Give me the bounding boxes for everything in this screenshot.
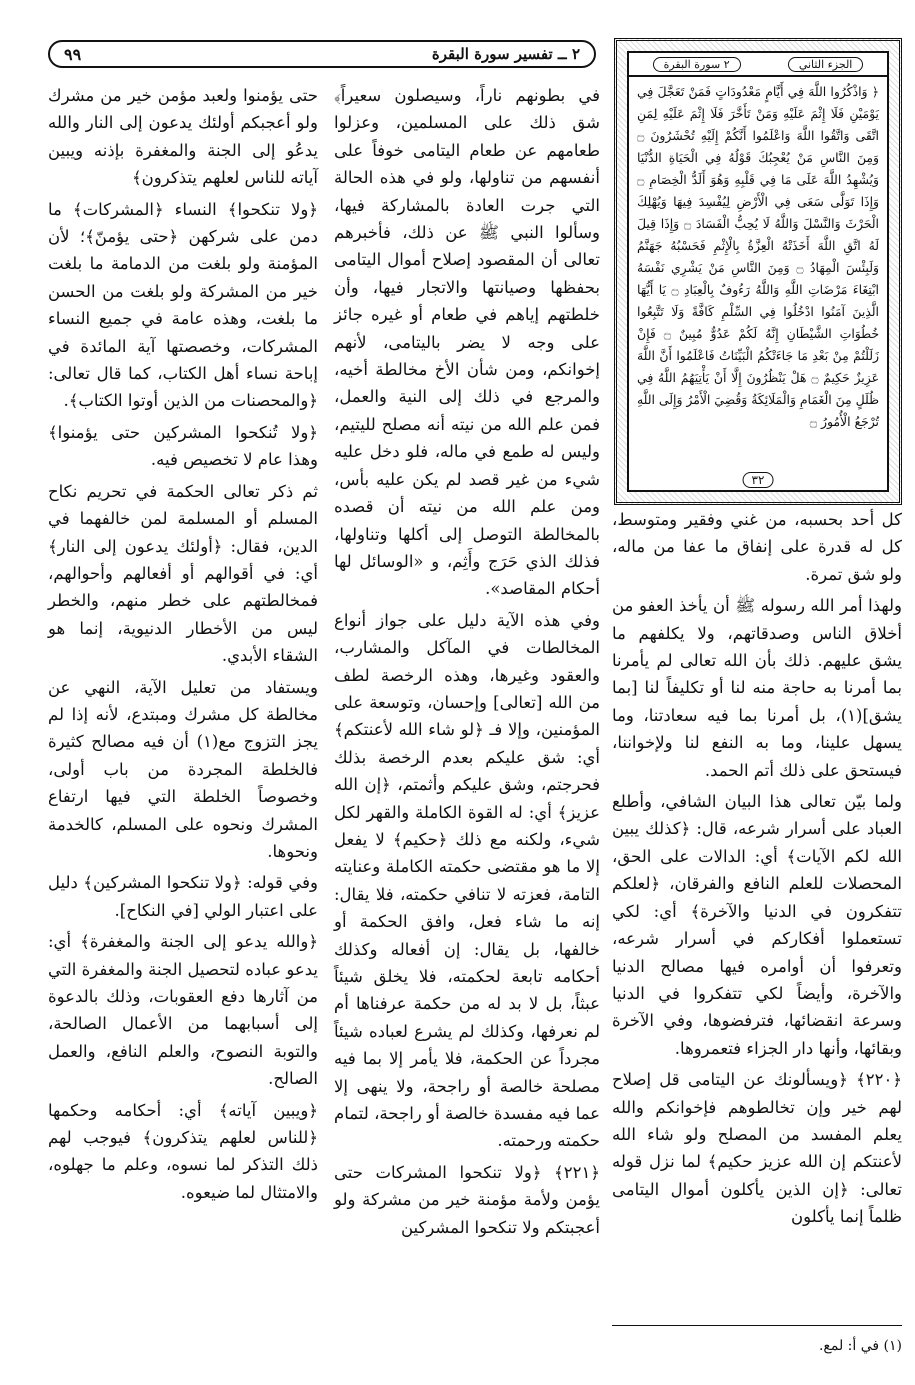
page-number: ٩٩ [64, 44, 82, 64]
quran-frame [614, 38, 902, 505]
footnote: (١) في أ: لمع. [818, 1338, 902, 1354]
running-header [48, 40, 596, 68]
juz-label: الجزء الثاني [788, 57, 864, 72]
surah-label: ٢ سورة البقرة [653, 57, 741, 72]
paragraph: ثم ذكر تعالى الحكمة في تحريم نكاح المسلم أو المسلمة لمن خالفهما في الدين، فقال: ﴿أولئك يدعون إلى النار﴾ أي: في أقوالهم أو أفعالهم وأحوالهم، فمخالطتهم على خطر منهم، والخطر ليس من الأخطار الدنيوية، إنما هو الشقاء الأبدي. [48, 481, 318, 666]
footnote-divider [612, 1325, 902, 1326]
paragraph: ﴿ولا تنكحوا﴾ النساء ﴿المشركات﴾ ما دمن على شركهن ﴿حتى يؤمنّ﴾؛ لأن المؤمنة ولو بلغت من الدمامة ما بلغت خير من المشركة ولو بلغت من الحسن ما بلغت، وهذه عامة في جميع النساء المشركات، وخصصتها آية المائدة في إباحة نساء أهل الكتاب، كما قال تعالى: ﴿والمحصنات من الذين أوتوا الكتاب﴾. [48, 199, 318, 411]
left-column [48, 82, 318, 1210]
paragraph: حتى يؤمنوا ولعبد مؤمن خير من مشرك ولو أعجبكم أولئك يدعون إلى النار والله يدعُو إلى الجنة والمغفرة بإذنه ويبين آياته للناس لعلهم يتذكرون﴾ [48, 86, 318, 188]
paragraph: ﴿والله يدعو إلى الجنة والمغفرة﴾ أي: يدعو عباده لتحصيل الجنة والمغفرة التي من آثارها دفع العقوبات، وذلك بالدعوة إلى أسبابهما من الأعمال الصالحة، والتوبة النصوح، والعلم النافع، والعمل الصالح. [48, 932, 318, 1089]
right-column [612, 506, 902, 1235]
paragraph: وفي قوله: ﴿ولا تنكحوا المشركين﴾ دليل على اعتبار الولي [في النكاح]. [48, 873, 318, 920]
header-title: ٢ ــ تفسير سورة البقرة [431, 45, 580, 63]
paragraph: في بطونهم ناراً، وسيصلون سعيراً﴾ شق ذلك على المسلمين، وعزلوا طعامهم عن طعام اليتامى خوفاً على أنفسهم من تناولها، ولو في هذه الحالة التي جرت العادة بالمشاركة فيها، وسألوا النبي ﷺ عن ذلك، فأخبرهم تعالى أن المقصود إصلاح أموال اليتامى بحفظها وصيانتها والاتجار فيها، وأن خلطتهم إياهم في طعام أو غيره جائز على وجه لا يضر باليتامى، لأنهم إخوانكم، ومن شأن الأخ مخالطة أخيه، والمرجع في ذلك إلى النية والعمل، فمن علم الله من نيته أنه مصلح لليتيم، وليس له طمع في ماله، فلو دخل عليه شيء من غير قصد لم يكن عليه بأس، ومن علم الله من نيته أن قصده بالمخالطة التوصل إلى أكلها وتناولها، فذلك الذي حَرَج وأَثِم، و «الوسائل لها أحكام المقاصد». [334, 86, 600, 599]
paragraph: وفي هذه الآية دليل على جواز أنواع المخالطات في المآكل والمشارب، والعقود وغيرها، وهذه الرخصة لطف من الله [تعالى] وإحسان، وتوسعة على المؤمنين، وإلا فـ ﴿لو شاء الله لأعنتكم﴾ أي: شق عليكم بعدم الرخصة بذلك فحرجتم، وشق عليكم وأثمتم، ﴿إن الله عزيز﴾ أي: له القوة الكاملة والقهر لكل شيء، ولكنه مع ذلك ﴿حكيم﴾ لا يفعل إلا ما هو مقتضى حكمته الكاملة وعنايته التامة، فعزته لا تنافي حكمته، فلا يقال: إنه ما شاء فعل، وافق الحكمة أو خالفها، بل يقال: إن أفعاله وكذلك أحكامه تابعة لحكمته، فلا يخلق شيئاً عبثاً، بل لا بد له من حكمة عرفناها أم لم نعرفها، وكذلك لم يشرع لعباده شيئاً مجرداً عن الحكمة، فلا يأمر إلا بما فيه مصلحة خالصة أو راجحة، ولا ينهى إلا عما فيه مفسدة خالصة أو راجحة، لتمام حكمته ورحمته. [334, 610, 600, 1151]
paragraph: ولما بيّن تعالى هذا البيان الشافي، وأطلع العباد على أسرار شرعه، قال: ﴿كذلك يبين الله لكم الآيات﴾ أي: الدالات على الحق، المحصلات للعلم النافع والفرقان، ﴿لعلكم تتفكرون في الدنيا والآخرة﴾ أي: لكي تستعملوا أفكاركم في أسرار شرعه، وتعرفوا أن أوامره فيها مصالح الدنيا والآخرة، وأيضاً لكي تتفكروا في الدنيا وسرعة انقضائها، فترفضوها، وفي الآخرة وبقائها، وأنها دار الجزاء فتعمروها. [612, 792, 902, 1058]
paragraph: ﴿ويبين آياته﴾ أي: أحكامه وحكمها ﴿للناس لعلهم يتذكرون﴾ فيوجب لهم ذلك التذكر لما نسوه، وعلم ما جهلوه، والامتثال لما ضيعوه. [48, 1100, 318, 1202]
surah-bar [629, 53, 887, 77]
quran-frame-inner [627, 51, 889, 492]
paragraph: ﴿٢٢٠﴾ ﴿ويسألونك عن اليتامى قل إصلاح لهم خير وإن تخالطوهم فإخوانكم والله يعلم المفسد من المصلح ولو شاء الله لأعنتكم إن الله عزيز حكيم﴾ لما نزل قوله تعالى: ﴿إن الذين يأكلون أموال اليتامى ظلماً إنما يأكلون [612, 1070, 902, 1227]
paragraph: ﴿٢٢١﴾ ﴿ولا تنكحوا المشركات حتى يؤمن ولأمة مؤمنة خير من مشركة ولو أعجبتكم ولا تنكحوا المشركين [334, 1162, 600, 1237]
middle-column [334, 82, 600, 1245]
paragraph: ويستفاد من تعليل الآية، النهي عن مخالطة كل مشرك ومبتدع، لأنه إذا لم يجز التزوج مع(١) أن فيه مصالح كثيرة فالخلطة المجردة من باب أولى، وخصوصاً الخلطة التي فيها ارتفاع المشرك ونحوه على المسلم، كالخدمة ونحوها. [48, 677, 318, 861]
paragraph: ولهذا أمر الله رسوله ﷺ أن يأخذ العفو من أخلاق الناس وصدقاتهم، ولا يكلفهم ما يشق عليهم. ذلك بأن الله تعالى لم يأمرنا بما أمرنا به حاجة منه لنا أو تكليفاً لنا [بما يشق](١)، بل أمرنا بما فيه سعادتنا، وما يسهل علينا، وما به النفع لنا ولإخواننا، فيستحق على ذلك أتم الحمد. [612, 596, 902, 780]
quran-verses: ﴿ وَاذْكُرُوا اللَّهَ فِي أَيَّامٍ مَعْدُودَاتٍ فَمَنْ تَعَجَّلَ فِي يَوْمَيْنِ فَلَا إِثْمَ عَلَيْهِ وَمَنْ تَأَخَّرَ فَلَا إِثْمَ عَلَيْهِ لِمَنِ اتَّقَى وَاتَّقُوا اللَّهَ وَاعْلَمُوا أَنَّكُمْ إِلَيْهِ تُحْشَرُونَ ۝ وَمِنَ النَّاسِ مَنْ يُعْجِبُكَ قَوْلُهُ فِي الْحَيَاةِ الدُّنْيَا وَيُشْهِدُ اللَّهَ عَلَى مَا فِي قَلْبِهِ وَهُوَ أَلَدُّ الْخِصَامِ ۝ وَإِذَا تَوَلَّى سَعَى فِي الْأَرْضِ لِيُفْسِدَ فِيهَا وَيُهْلِكَ الْحَرْثَ وَالنَّسْلَ وَاللَّهُ لَا يُحِبُّ الْفَسَادَ ۝ وَإِذَا قِيلَ لَهُ اتَّقِ اللَّهَ أَخَذَتْهُ الْعِزَّةُ بِالْإِثْمِ فَحَسْبُهُ جَهَنَّمُ وَلَبِئْسَ الْمِهَادُ ۝ وَمِنَ النَّاسِ مَنْ يَشْرِي نَفْسَهُ ابْتِغَاءَ مَرْضَاتِ اللَّهِ وَاللَّهُ رَءُوفٌ بِالْعِبَادِ ۝ يَا أَيُّهَا الَّذِينَ آمَنُوا ادْخُلُوا فِي السِّلْمِ كَافَّةً وَلَا تَتَّبِعُوا خُطُوَاتِ الشَّيْطَانِ إِنَّهُ لَكُمْ عَدُوٌّ مُبِينٌ ۝ فَإِنْ زَلَلْتُمْ مِنْ بَعْدِ مَا جَاءَتْكُمُ الْبَيِّنَاتُ فَاعْلَمُوا أَنَّ اللَّهَ عَزِيزٌ حَكِيمٌ ۝ هَلْ يَنْظُرُونَ إِلَّا أَنْ يَأْتِيَهُمُ اللَّهُ فِي ظُلَلٍ مِنَ الْغَمَامِ وَالْمَلَائِكَةُ وَقُضِيَ الْأَمْرُ وَإِلَى اللَّهِ تُرْجَعُ الْأُمُورُ ۝ [637, 84, 880, 429]
mushaf-page-number: ٣٢ [743, 472, 774, 488]
paragraph: كل أحد بحسبه، من غني وفقير ومتوسط، كل له قدرة على إنفاق ما عفا من ماله، ولو شق تمرة. [612, 510, 902, 584]
paragraph: ﴿ولا تُنكحوا المشركين حتى يؤمنوا﴾ وهذا عام لا تخصيص فيه. [48, 422, 318, 470]
